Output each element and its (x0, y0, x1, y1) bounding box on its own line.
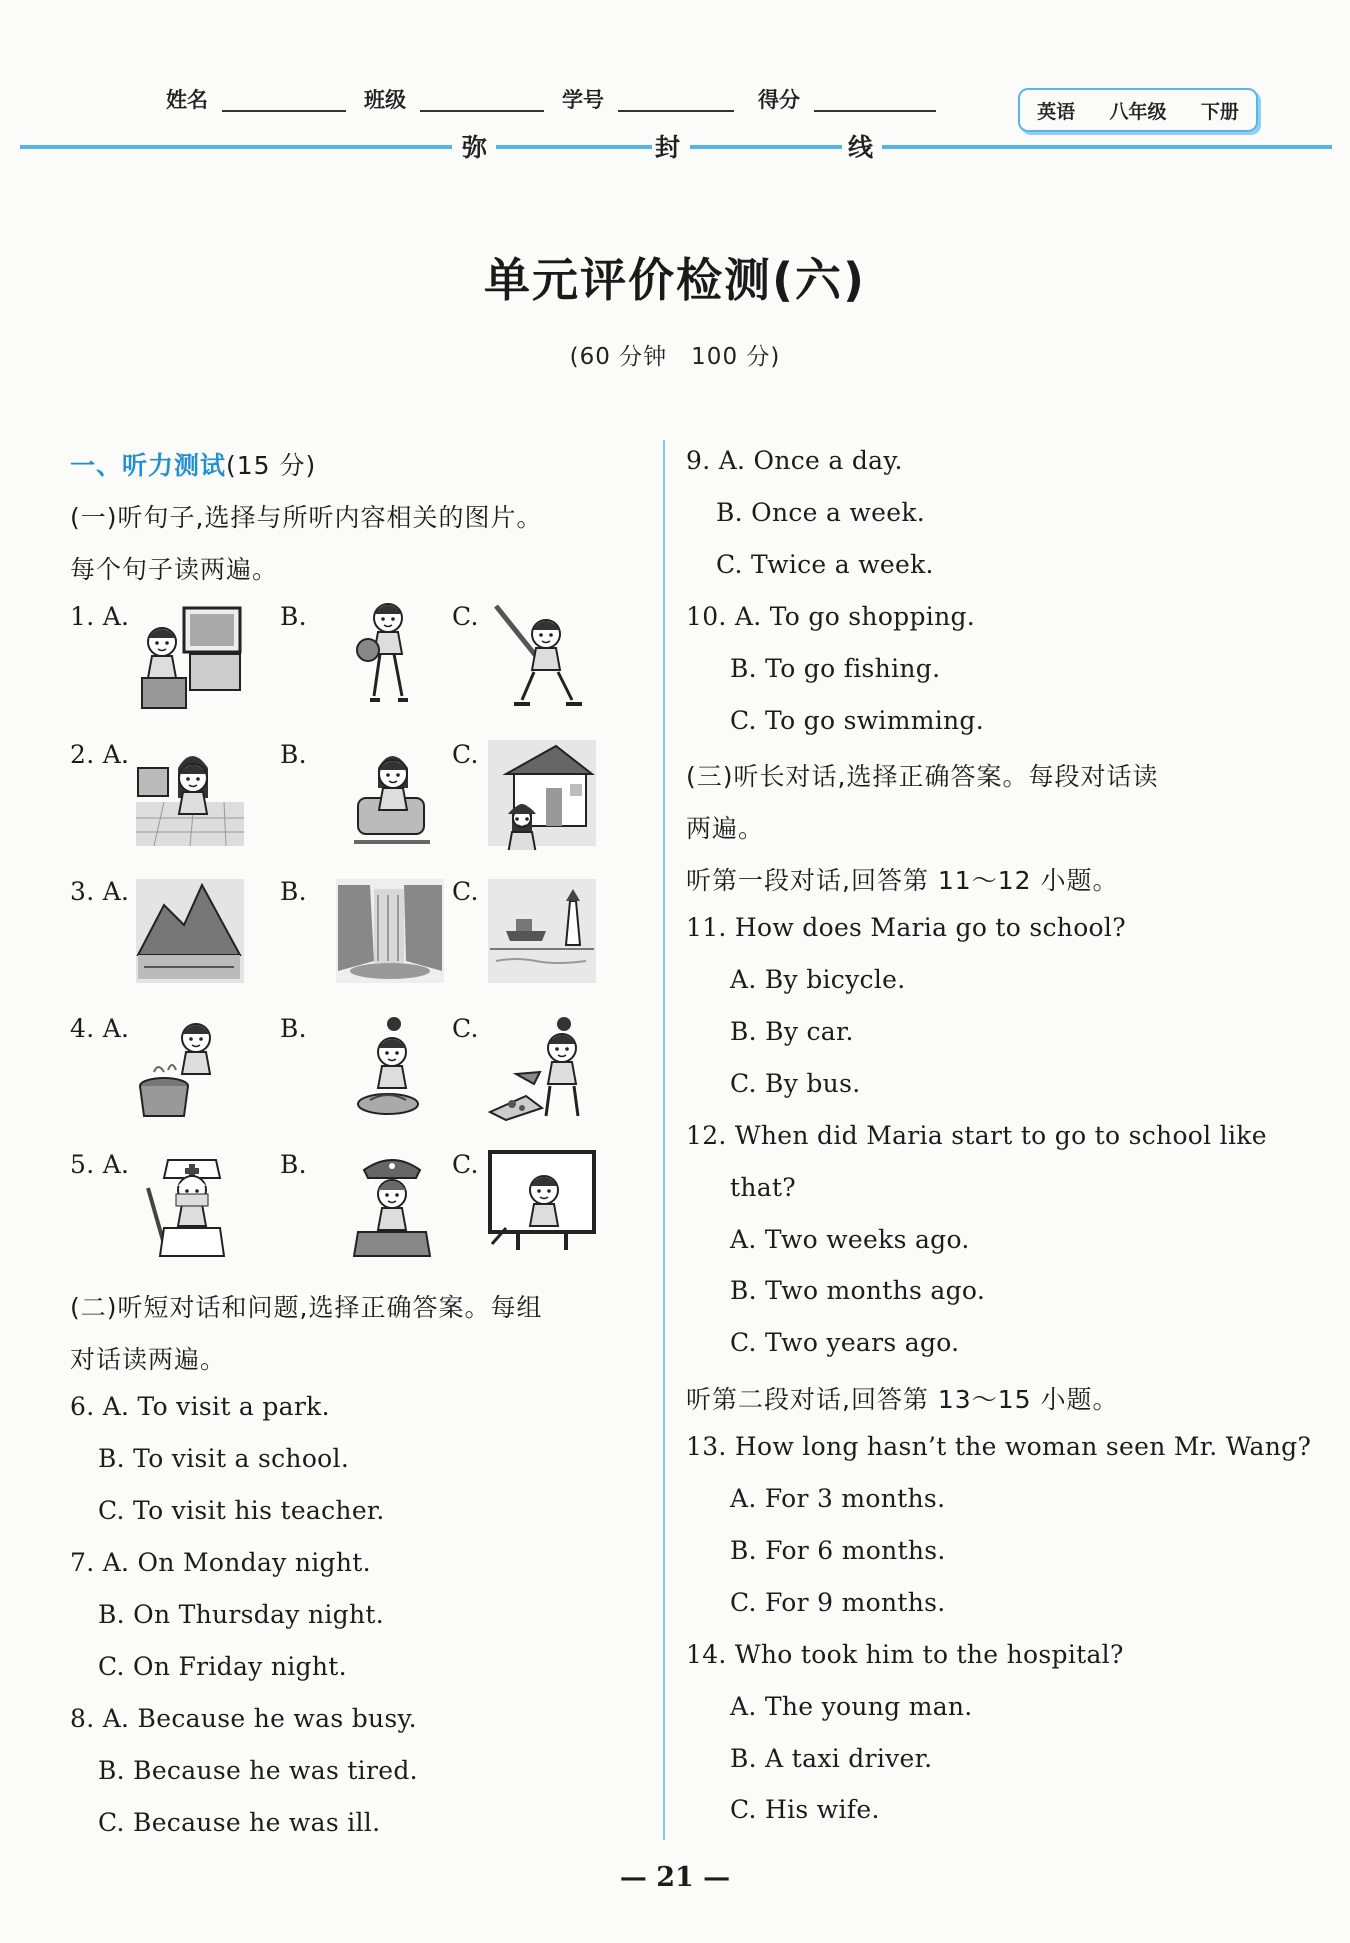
question-stem: 12. When did Maria start to go to school like (686, 1121, 1267, 1150)
part2-instruction-cont: 对话读两遍。 (70, 1345, 227, 1374)
question-stem: 10. A. To go shopping. (686, 602, 976, 631)
name-blank[interactable] (222, 110, 346, 112)
seal-char-1: 弥 (462, 133, 488, 162)
id-blank[interactable] (618, 110, 734, 112)
question-stem: 9. A. Once a day. (686, 446, 903, 475)
picture-question-number: 5. A. (70, 1150, 130, 1179)
answer-option[interactable]: C. His wife. (730, 1795, 880, 1824)
cooking-picture[interactable] (134, 1012, 246, 1124)
time-score-info: (60 分钟 100 分) (569, 344, 781, 370)
answer-option[interactable]: C. For 9 months. (730, 1588, 946, 1617)
instruction-text: 听第一段对话,回答第 11～12 小题。 (686, 866, 1119, 895)
option-b-label: B. (280, 740, 307, 769)
page-number: — 21 — (619, 1862, 731, 1893)
baseball-player-picture[interactable] (486, 600, 598, 712)
answer-option[interactable]: C. Twice a week. (716, 550, 934, 579)
answer-option[interactable]: A. The young man. (730, 1692, 973, 1721)
picture-question-number: 4. A. (70, 1014, 130, 1043)
name-label: 姓名 (166, 88, 208, 112)
question-stem-cont: that? (730, 1173, 797, 1202)
lighthouse-harbor-picture[interactable] (486, 875, 598, 987)
answer-option[interactable]: B. To visit a school. (98, 1444, 350, 1473)
answer-option[interactable]: B. Two months ago. (730, 1276, 986, 1305)
picture-question-number: 1. A. (70, 602, 130, 631)
answer-option[interactable]: C. To go swimming. (730, 706, 984, 735)
answer-option[interactable]: B. A taxi driver. (730, 1744, 933, 1773)
answer-option[interactable]: C. To visit his teacher. (98, 1496, 385, 1525)
instruction-text: 两遍。 (686, 814, 765, 843)
column-divider (663, 440, 665, 1840)
instruction-text: (三)听长对话,选择正确答案。每段对话读 (686, 762, 1159, 791)
part2-instruction: (二)听短对话和问题,选择正确答案。每组 (70, 1293, 543, 1322)
soldier-picture[interactable] (334, 1148, 446, 1260)
class-label: 班级 (364, 88, 406, 112)
question-stem: 8. A. Because he was busy. (70, 1704, 417, 1733)
seal-char-2: 封 (655, 133, 681, 162)
class-blank[interactable] (420, 110, 544, 112)
picture-question-number: 2. A. (70, 740, 130, 769)
page-title: 单元评价检测(六) (483, 253, 867, 307)
girl-in-chair-picture[interactable] (334, 738, 446, 850)
teacher-picture[interactable] (486, 1148, 598, 1260)
option-c-label: C. (452, 1014, 479, 1043)
doctor-picture[interactable] (134, 1148, 246, 1260)
score-blank[interactable] (814, 110, 936, 112)
seal-line-segment (20, 145, 452, 149)
question-stem: 13. How long hasn’t the woman seen Mr. Wang? (686, 1432, 1312, 1461)
answer-option[interactable]: C. Two years ago. (730, 1328, 960, 1357)
part1-instruction: (一)听句子,选择与所听内容相关的图片。 (70, 503, 543, 532)
seal-line-segment (690, 145, 842, 149)
instruction-text: 听第二段对话,回答第 13～15 小题。 (686, 1385, 1119, 1414)
option-c-label: C. (452, 740, 479, 769)
answer-option[interactable]: C. By bus. (730, 1069, 861, 1098)
option-b-label: B. (280, 1150, 307, 1179)
option-b-label: B. (280, 877, 307, 906)
id-label: 学号 (562, 88, 604, 112)
tv-watching-picture[interactable] (134, 600, 246, 712)
question-stem: 14. Who took him to the hospital? (686, 1640, 1124, 1669)
section-heading (70, 446, 316, 482)
question-stem: 11. How does Maria go to school? (686, 913, 1126, 942)
option-c-label: C. (452, 602, 479, 631)
answer-option[interactable]: B. By car. (730, 1017, 854, 1046)
waterfall-picture[interactable] (334, 875, 446, 987)
option-c-label: C. (452, 1150, 479, 1179)
subject-volume: 下册 (1200, 100, 1239, 123)
option-b-label: B. (280, 1014, 307, 1043)
section-score: (15 分) (226, 451, 317, 480)
watering-plants-picture[interactable] (486, 1012, 598, 1124)
seal-line-segment (496, 145, 652, 149)
seal-line-segment (882, 145, 1332, 149)
picture-question-number: 3. A. (70, 877, 130, 906)
mountain-picture[interactable] (134, 875, 246, 987)
answer-option[interactable]: A. For 3 months. (730, 1484, 946, 1513)
seal-char-3: 线 (848, 133, 874, 162)
option-b-label: B. (280, 602, 307, 631)
girl-by-house-picture[interactable] (486, 738, 598, 850)
subject-grade: 八年级 (1109, 100, 1167, 123)
answer-option[interactable]: C. On Friday night. (98, 1652, 347, 1681)
answer-option[interactable]: B. To go fishing. (730, 654, 941, 683)
answer-option[interactable]: A. Two weeks ago. (730, 1225, 970, 1254)
option-c-label: C. (452, 877, 479, 906)
question-stem: 7. A. On Monday night. (70, 1548, 371, 1577)
answer-option[interactable]: B. Because he was tired. (98, 1756, 418, 1785)
question-stem: 6. A. To visit a park. (70, 1392, 330, 1421)
girl-at-table-picture[interactable] (134, 738, 246, 850)
answer-option[interactable]: B. On Thursday night. (98, 1600, 384, 1629)
subject-badge (1018, 88, 1258, 132)
answer-option[interactable]: B. For 6 months. (730, 1536, 946, 1565)
score-label: 得分 (758, 88, 800, 112)
section-title: 一、听力测试 (70, 451, 227, 480)
subject-name: 英语 (1037, 100, 1076, 123)
answer-option[interactable]: B. Once a week. (716, 498, 926, 527)
answer-option[interactable]: C. Because he was ill. (98, 1808, 381, 1837)
part1-instruction-cont: 每个句子读两遍。 (70, 555, 279, 584)
washing-picture[interactable] (334, 1012, 446, 1124)
basketball-player-picture[interactable] (334, 600, 446, 712)
answer-option[interactable]: A. By bicycle. (730, 965, 906, 994)
